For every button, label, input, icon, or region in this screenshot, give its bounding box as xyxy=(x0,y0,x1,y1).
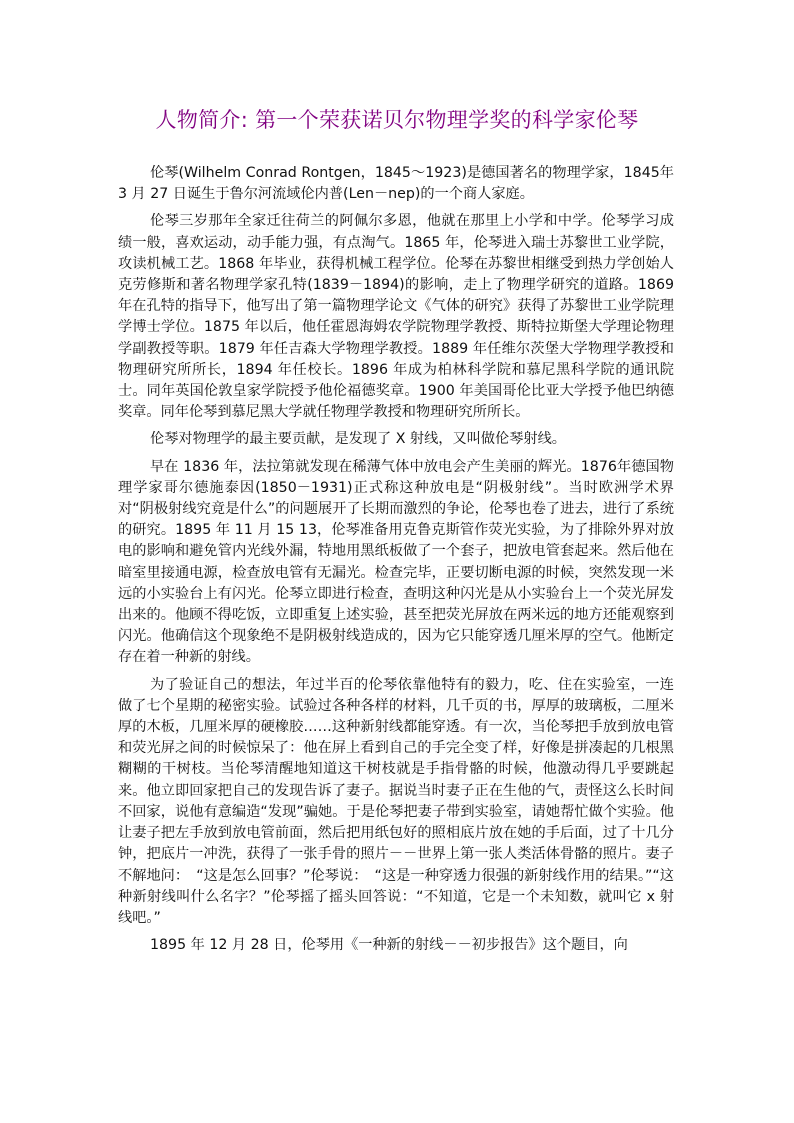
paragraph-discovery: 早在 1836 年，法拉第就发现在稀薄气体中放电会产生美丽的辉光。1876年德国物理学家哥尔德施泰因(1850－1931)正式称这种放电是“阴极射线”。当时欧洲学术界对“阴极射线究竟是什么”的问题展开了长期而激烈的争论，伦琴也卷了进去，进行了系统的研究。1895 年 11 月 15 13，伦琴准备用克鲁克斯管作荧光实验，为了排除外界对放电的影响和避免管内光线外漏，特地用黑纸板做了一个套子，把放电管套起来。然后他在暗室里接通电源，检查放电管有无漏光。检查完毕，正要切断电源的时候，突然发现一米远的小实验台上有闪光。伦琴立即进行检查，查明这种闪光是从小实验台上一个荧光屏发出来的。他顾不得吃饭，立即重复上述实验，甚至把荧光屏放在两米远的地方还能观察到闪光。他确信这个现象绝不是阴极射线造成的，因为它只能穿透几厘米厚的空气。他断定存在着一种新的射线。 xyxy=(118,458,674,666)
paragraph-experiment: 为了验证自己的想法，年过半百的伦琴依靠他特有的毅力，吃、住在实验室，一连做了七个星期的秘密实验。试验过各种各样的材料，几千页的书，厚厚的玻璃板，二厘米厚的木板，几厘米厚的硬橡胶……这种新射线都能穿透。有一次，当伦琴把手放到放电管和荧光屏之间的时候惊呆了：他在屏上看到自己的手完全变了样，好像是拼凑起的几根黑糊糊的干树枝。当伦琴清醒地知道这干树枝就是手指骨骼的时候，他激动得几乎要跳起来。他立即回家把自己的发现告诉了妻子。据说当时妻子正在生他的气，责怪这么长时间不回家，说他有意编造“发现”骗她。于是伦琴把妻子带到实验室，请她帮忙做个实验。他让妻子把左手放到放电管前面，然后把用纸包好的照相底片放在她的手后面，过了十几分钟，把底片一冲洗，获得了一张手骨的照片－－世界上第一张人类活体骨骼的照片。妻子不解地问： “这是怎么回事？”伦琴说： “这是一种穿透力很强的新射线作用的结果。”“这种新射线叫什么名字？”伦琴摇了摇头回答说：“不知道，它是一个未知数，就叫它 x 射线吧。” xyxy=(118,676,674,926)
paragraph-education-career: 伦琴三岁那年全家迁往荷兰的阿佩尔多恩，他就在那里上小学和中学。伦琴学习成绩一般，喜欢运动，动手能力强，有点淘气。1865 年，伦琴进入瑞士苏黎世工业学院，攻读机械工艺。1868 年毕业，获得机械工程学位。伦琴在苏黎世相继受到热力学创始人克劳修斯和著名物理学家孔特(1839－1894)的影响，走上了物理学研究的道路。1869 年在孔特的指导下，他写出了第一篇物理学论文《气体的研究》获得了苏黎世工业学院理学博士学位。1875 年以后，他任霍恩海姆农学院物理学教授、斯特拉斯堡大学理论物理学副教授等职。1879 年任吉森大学物理学教授。1889 年任维尔茨堡大学物理学教授和物理研究所所长，1894 年任校长。1896 年成为柏林科学院和慕尼黑科学院的通讯院士。同年英国伦敦皇家学院授予他伦福德奖章。1900 年美国哥伦比亚大学授予他巴纳德奖章。同年伦琴到慕尼黑大学就任物理学教授和物理研究所所长。 xyxy=(118,213,674,421)
document-body xyxy=(118,163,674,962)
paragraph-main-contribution: 伦琴对物理学的最主要贡献，是发现了 X 射线，又叫做伦琴射线。 xyxy=(150,431,566,448)
page-title: 人物简介: 第一个荣获诺贝尔物理学奖的科学家伦琴 xyxy=(155,108,639,132)
paragraph-intro: 伦琴(Wilhelm Conrad Rontgen，1845～1923)是德国著名的物理学家，1845年 3 月 27 日诞生于鲁尔河流域伦内普(Len－nep)的一个商人家庭。 xyxy=(118,165,674,203)
paragraph-report: 1895 年 12 月 28 日，伦琴用《一种新的射线－－初步报告》这个题目，向 xyxy=(150,937,628,954)
